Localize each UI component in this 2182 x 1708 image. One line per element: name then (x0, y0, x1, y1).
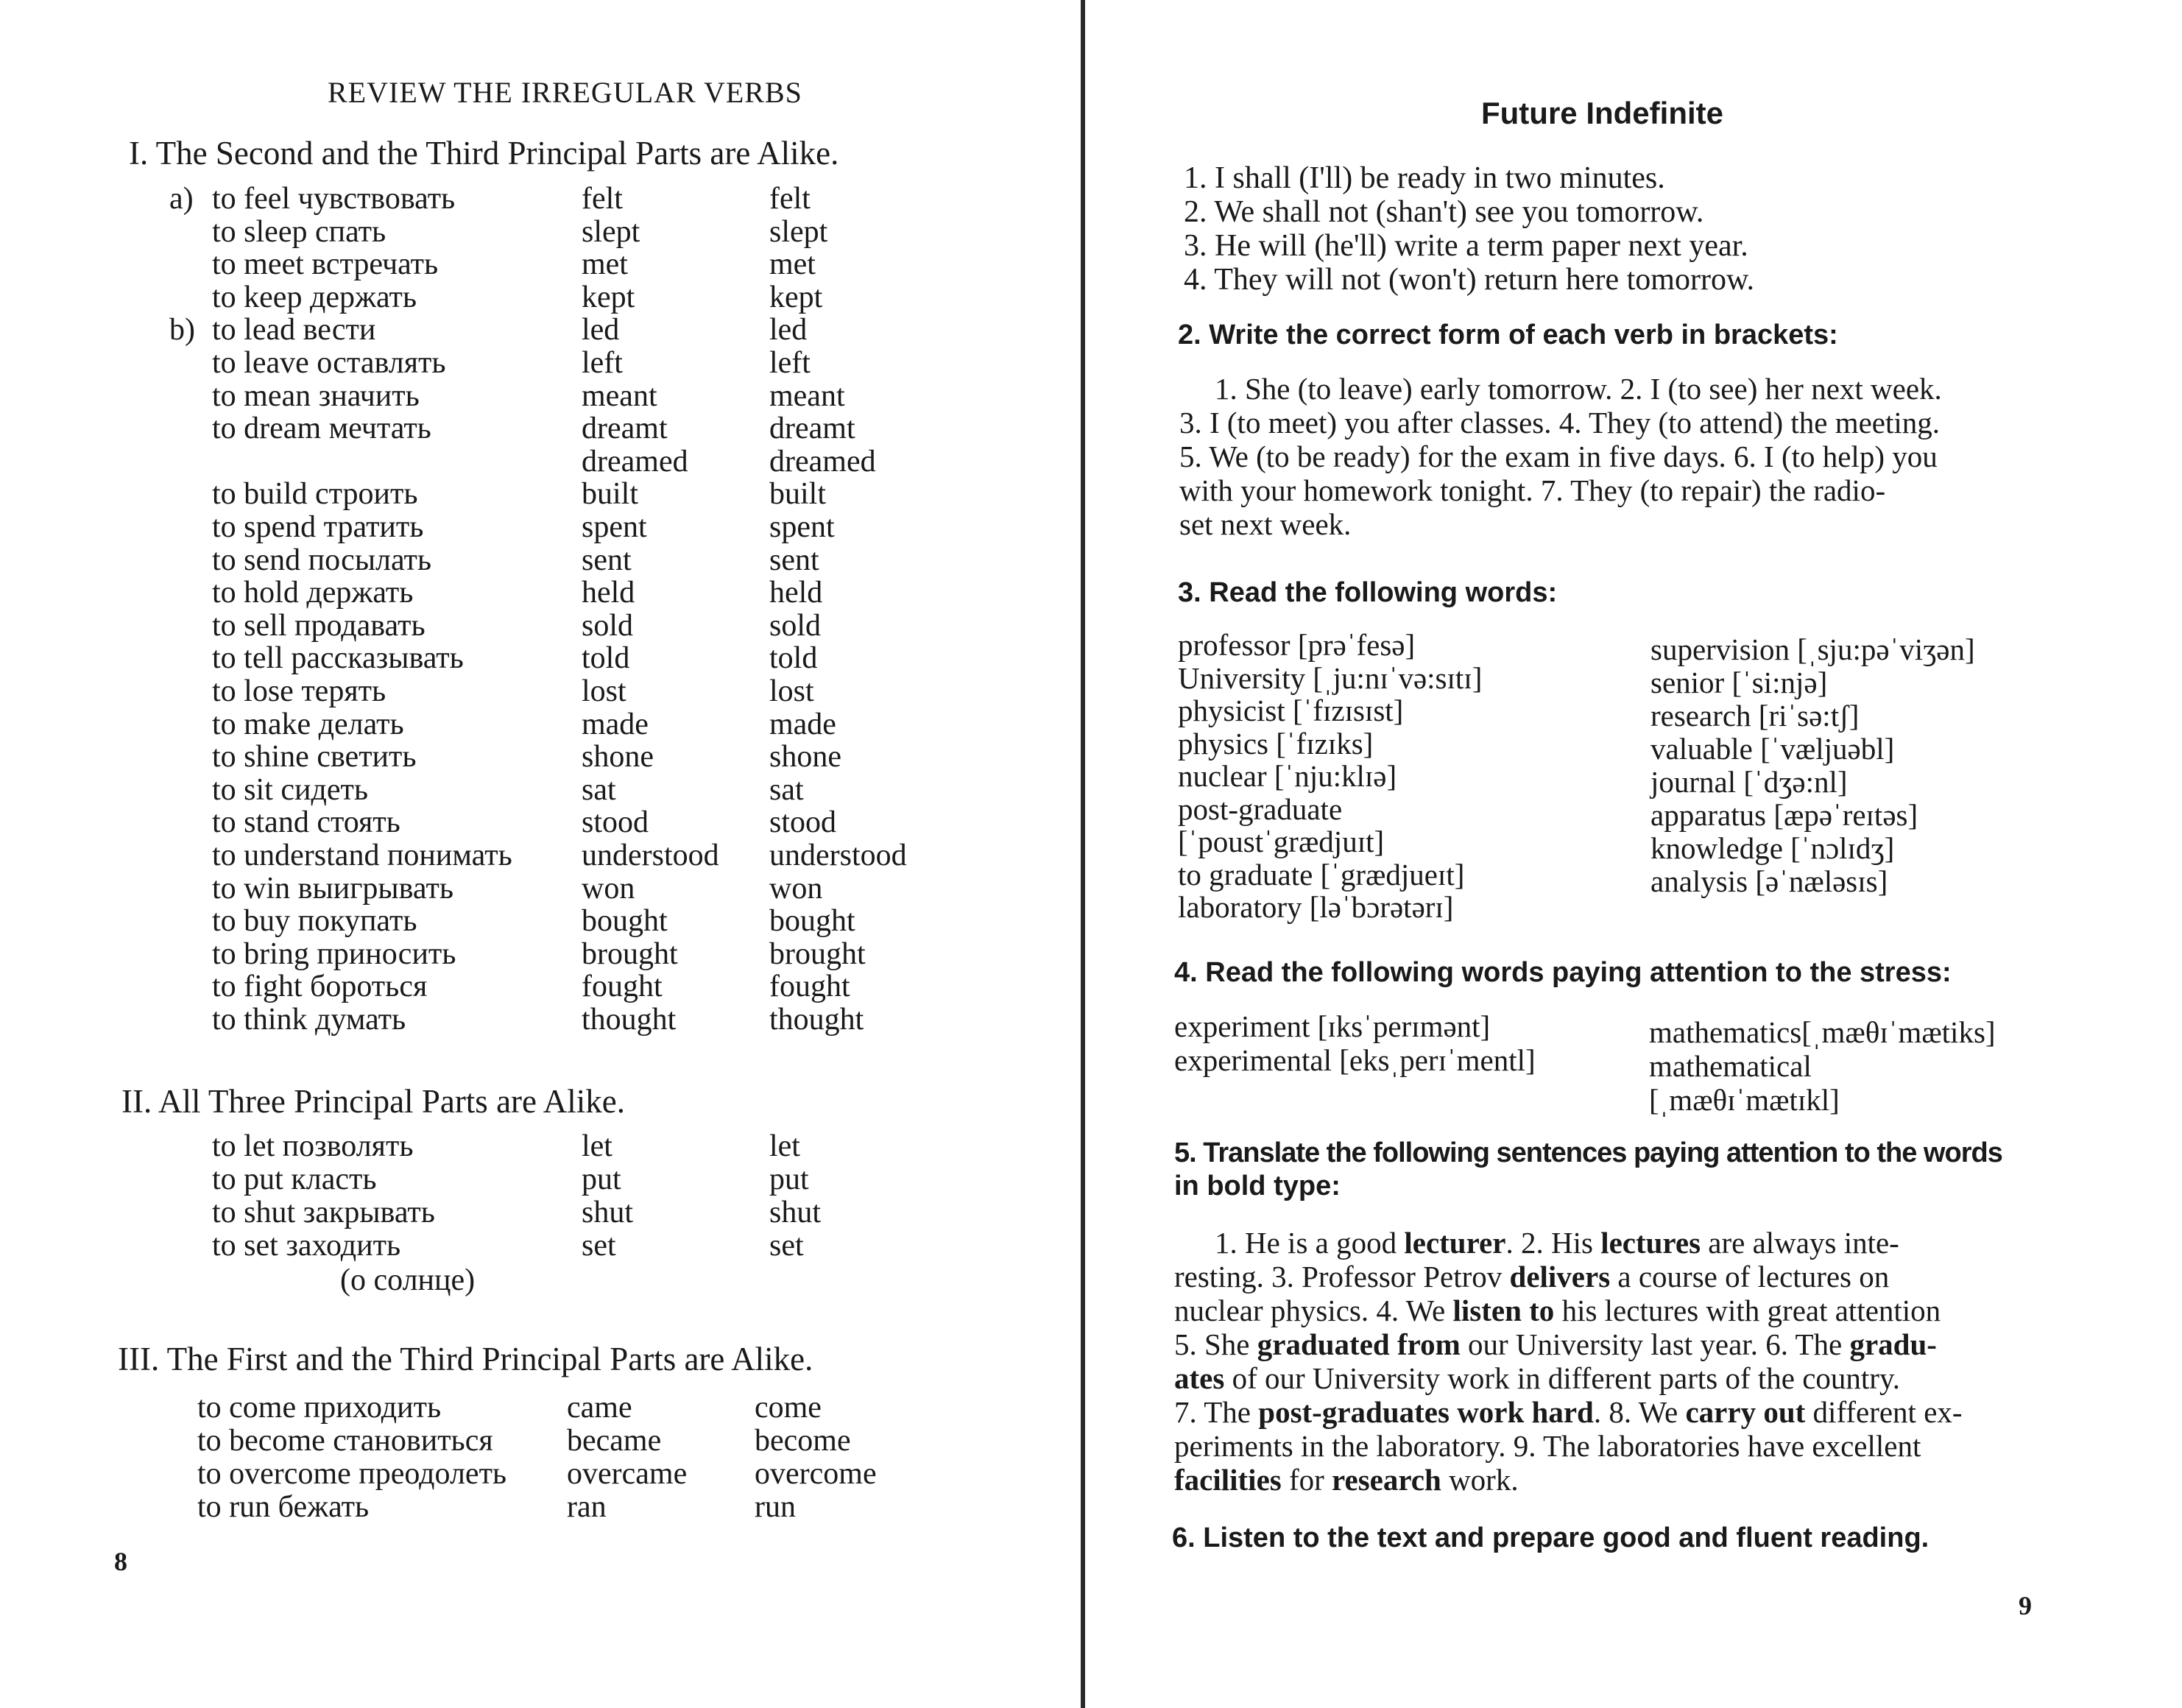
verb-row (0, 938, 1031, 970)
verb-row (0, 1425, 1016, 1457)
verb-row (0, 839, 1031, 872)
exercise-5-line: ates of our University work in different parts of the country. (1174, 1361, 1901, 1395)
verb-past: held (582, 576, 635, 610)
verb-infinitive: to buy покупать (212, 904, 417, 939)
vocabulary-word: mathematics[ˌmæθɪˈmætiks] (1649, 1015, 1996, 1049)
exercise-5-line: periments in the laboratory. 9. The laboratories have excellent (1174, 1429, 1921, 1463)
verb-participle: set (769, 1229, 804, 1263)
exercise-5-line: 7. The post-graduates work hard. 8. We carry out different ex- (1174, 1395, 1963, 1429)
verb-participle: dreamed (769, 444, 876, 479)
vocabulary-word: nuclear [ˈnju:klɪə] (1178, 759, 1397, 793)
vocabulary-word: knowledge [ˈnɔlɪdʒ] (1650, 831, 1895, 865)
verb-row (0, 1003, 1031, 1036)
verb-past: slept (582, 214, 640, 249)
verb-infinitive: to build строить (212, 477, 418, 512)
verb-participle: met (769, 247, 816, 282)
verb-past: ran (567, 1490, 607, 1524)
verb-participle: run (755, 1490, 796, 1524)
verb-infinitive: to overcome преодолеть (197, 1457, 507, 1491)
verb-infinitive: to let позволять (212, 1129, 414, 1163)
verb-infinitive: to become становиться (197, 1424, 493, 1458)
book-gutter (1081, 0, 1085, 1708)
verb-participle: held (769, 576, 823, 610)
verb-participle: felt (769, 182, 811, 216)
exercise-5-line: facilities for research work. (1174, 1463, 1519, 1497)
verb-past: brought (582, 936, 678, 971)
section-two-note: (о солнце) (340, 1263, 476, 1297)
verb-participle: led (769, 313, 808, 347)
verb-group-letter: a) (169, 182, 194, 216)
vocabulary-word: laboratory [ləˈbɔrətərɪ] (1178, 890, 1454, 924)
right-page (1090, 0, 2182, 1708)
verb-past: lost (582, 674, 626, 708)
verb-past: came (567, 1391, 632, 1425)
verb-participle: meant (769, 378, 845, 413)
verb-past: set (582, 1229, 616, 1263)
verb-row (0, 314, 1031, 346)
verb-participle: built (769, 477, 827, 512)
verb-participle: sold (769, 608, 822, 643)
exercise-2-line: set next week. (1179, 507, 1352, 541)
exercise-5-line: 1. He is a good lecturer. 2. His lectures are always inte- (1215, 1226, 1899, 1260)
verb-infinitive: to mean значить (212, 378, 420, 413)
verb-past: fought (582, 970, 663, 1004)
verb-row (0, 511, 1031, 543)
example-3: 3. He will (he'll) write a term paper next year. (1184, 229, 1748, 263)
verb-past: became (567, 1424, 662, 1458)
verb-row (0, 741, 1031, 773)
verb-past: sat (582, 772, 616, 807)
verb-row (0, 708, 1031, 741)
verb-row (0, 1229, 1031, 1262)
verb-infinitive: to run бежать (197, 1490, 370, 1524)
verb-infinitive: to win выигрывать (212, 871, 453, 906)
vocabulary-word: post-graduate (1178, 791, 1343, 826)
vocabulary-word: supervision [ˌsju:pəˈviʒən] (1650, 632, 1975, 666)
verb-past: made (582, 707, 649, 741)
verb-infinitive: to send посылать (212, 543, 432, 577)
verb-infinitive: to tell рассказывать (212, 641, 464, 676)
vocabulary-word: physics [ˈfɪzɪks] (1178, 726, 1374, 761)
vocabulary-word: research [riˈsə:tʃ] (1650, 699, 1860, 733)
vocabulary-word: valuable [ˈvæljuəbl] (1650, 732, 1895, 766)
verb-row (0, 905, 1031, 937)
verb-participle: made (769, 707, 836, 741)
verb-row (0, 412, 1031, 445)
verb-row (0, 1391, 1016, 1424)
verb-row (0, 478, 1031, 510)
verb-infinitive: to keep держать (212, 280, 417, 314)
verb-row (0, 642, 1031, 674)
exercise-5-line: 5. She graduated from our University last year. 6. The gradu- (1174, 1327, 1937, 1361)
verb-infinitive: to put класть (212, 1162, 377, 1196)
verb-row (0, 1163, 1031, 1196)
verb-infinitive: to hold держать (212, 576, 414, 610)
verb-row (0, 576, 1031, 609)
verb-past: told (582, 641, 630, 676)
verb-row (0, 1196, 1031, 1229)
exercise-2-line: with your homework tonight. 7. They (to repair) the radio- (1179, 473, 1886, 507)
verb-past: kept (582, 280, 635, 314)
exercise-3-heading: 3. Read the following words: (1178, 577, 1558, 608)
section-two-title: II. All Three Principal Parts are Alike. (121, 1083, 625, 1120)
verb-past: put (582, 1162, 621, 1196)
verb-infinitive: to come приходить (197, 1391, 442, 1425)
vocabulary-word: physicist [ˈfɪzɪsɪst] (1178, 694, 1404, 727)
exercise-5-text (1174, 1226, 2116, 1497)
verb-participle: put (769, 1162, 809, 1196)
verb-row (0, 445, 1031, 478)
exercise-6-heading: 6. Listen to the text and prepare good and fluent reading. (1172, 1522, 1929, 1553)
verb-past: won (582, 871, 635, 906)
verb-infinitive: to sell продавать (212, 608, 426, 643)
vocabulary-word: to graduate [ˈgrædjueɪt] (1178, 857, 1465, 892)
verb-participle: dreamt (769, 412, 855, 446)
vocabulary-word: journal [ˈdʒə:nl] (1650, 765, 1848, 799)
example-4: 4. They will not (won't) return here tomorrow. (1184, 263, 1755, 297)
verb-infinitive: to lose терять (212, 674, 386, 708)
verb-past: shut (582, 1196, 634, 1229)
section-three-title: III. The First and the Third Principal Parts are Alike. (118, 1341, 813, 1377)
verb-participle: let (769, 1129, 800, 1163)
vocabulary-word: apparatus [æpəˈreɪtəs] (1650, 798, 1918, 832)
vocabulary-word: analysis [əˈnæləsɪs] (1650, 864, 1888, 898)
verb-past: thought (582, 1003, 677, 1037)
verb-infinitive: to think думать (212, 1003, 406, 1037)
vocabulary-word: professor [prəˈfesə] (1178, 628, 1416, 662)
page-number-left: 8 (114, 1547, 127, 1576)
example-2: 2. We shall not (shan't) see you tomorrow. (1184, 195, 1704, 229)
page-number-right: 9 (2019, 1591, 2032, 1620)
verb-past: spent (582, 510, 647, 544)
verb-infinitive: to spend тратить (212, 510, 424, 544)
verb-group-letter: b) (169, 313, 195, 347)
verb-infinitive: to feel чувствовать (212, 182, 456, 216)
verb-participle: won (769, 871, 823, 906)
verb-row (0, 970, 1031, 1003)
verb-infinitive: to shine светить (212, 740, 417, 774)
verb-row (0, 544, 1031, 576)
vocabulary-word: experiment [ɪksˈperɪmənt] (1174, 1009, 1491, 1043)
verb-past: dreamt (582, 412, 668, 446)
verb-infinitive: to leave оставлять (212, 346, 446, 380)
verb-past: sold (582, 608, 634, 643)
exercise-5-line: nuclear physics. 4. We listen to his lectures with great attention (1174, 1294, 1941, 1327)
verb-past: built (582, 477, 639, 512)
verb-participle: slept (769, 214, 828, 249)
verb-participle: bought (769, 904, 855, 939)
verb-row (0, 675, 1031, 707)
verb-row (0, 216, 1031, 248)
verb-row (0, 248, 1031, 280)
page-header: REVIEW THE IRREGULAR VERBS (328, 76, 802, 109)
verb-participle: become (755, 1424, 851, 1458)
verb-infinitive: to dream мечтать (212, 412, 431, 446)
verb-infinitive: to lead вести (212, 313, 376, 347)
exercise-2-line: 1. She (to leave) early tomorrow. 2. I (to see) her next week. (1215, 372, 1942, 406)
vocabulary-word: mathematical (1649, 1049, 1812, 1083)
verb-participle: come (755, 1391, 822, 1425)
verb-row (0, 347, 1031, 379)
verb-participle: shone (769, 740, 841, 774)
verb-past: felt (582, 182, 623, 216)
verb-row (0, 281, 1031, 314)
verb-participle: sat (769, 772, 804, 807)
verb-infinitive: to make делать (212, 707, 404, 741)
exercise-5-heading-line2: in bold type: (1174, 1171, 1341, 1201)
verb-past: shone (582, 740, 654, 774)
verb-past: dreamed (582, 444, 688, 479)
verb-participle: brought (769, 936, 866, 971)
verb-infinitive: to shut закрывать (212, 1196, 435, 1229)
verb-infinitive: to sit сидеть (212, 772, 368, 807)
verb-infinitive: to understand понимать (212, 839, 512, 872)
verb-participle: understood (769, 839, 907, 872)
example-1: 1. I shall (I'll) be ready in two minutes. (1184, 161, 1665, 195)
verb-participle: lost (769, 674, 814, 708)
exercise-2-heading: 2. Write the correct form of each verb in brackets: (1178, 320, 1838, 350)
verb-past: let (582, 1129, 612, 1163)
verb-infinitive: to fight бороться (212, 970, 428, 1004)
verb-row (0, 872, 1031, 905)
verb-infinitive: to meet встречать (212, 247, 439, 282)
exercise-5-line: resting. 3. Professor Petrov delivers a course of lectures on (1174, 1260, 1890, 1294)
verb-participle: shut (769, 1196, 822, 1229)
verb-row (0, 380, 1031, 412)
verb-row (0, 1130, 1031, 1162)
vocabulary-word: senior [ˈsi:njə] (1650, 666, 1828, 699)
verb-infinitive: to bring приносить (212, 936, 456, 971)
vocabulary-word: University [ˌju:nɪˈvə:sɪtɪ] (1178, 660, 1483, 695)
verb-participle: thought (769, 1003, 864, 1037)
verb-infinitive: to set заходить (212, 1229, 401, 1263)
vocabulary-word: [ˌmæθɪˈmætɪkl] (1649, 1083, 1840, 1117)
left-page (0, 0, 1075, 1708)
verb-past: sent (582, 543, 632, 577)
verb-row (0, 774, 1031, 806)
verb-participle: fought (769, 970, 850, 1004)
grammar-title: Future Indefinite (1481, 96, 1723, 130)
verb-participle: left (769, 346, 811, 380)
verb-participle: kept (769, 280, 823, 314)
vocabulary-word: [ˈpoustˈgrædjuɪt] (1178, 825, 1385, 858)
exercise-4-heading: 4. Read the following words paying attention to the stress: (1174, 957, 1952, 988)
verb-infinitive: to stand стоять (212, 805, 400, 840)
verb-row (0, 183, 1031, 215)
verb-participle: told (769, 641, 818, 676)
verb-infinitive: to sleep спать (212, 214, 386, 249)
verb-participle: stood (769, 805, 837, 840)
exercise-2-line: 3. I (to meet) you after classes. 4. They (to attend) the meeting. (1179, 406, 1941, 440)
verb-row (0, 806, 1031, 839)
vocabulary-word: experimental [eksˌperɪˈmentl] (1174, 1043, 1536, 1077)
section-one-title: I. The Second and the Third Principal Parts are Alike. (129, 135, 839, 172)
verb-past: overcame (567, 1457, 688, 1491)
verb-row (0, 1458, 1016, 1490)
verb-past: understood (582, 839, 719, 872)
exercise-5-heading-line1: 5. Translate the following sentences paying attention to the words (1174, 1137, 2002, 1168)
exercise-2-line: 5. We (to be ready) for the exam in five days. 6. I (to help) you (1179, 440, 1938, 473)
verb-participle: overcome (755, 1457, 877, 1491)
verb-participle: sent (769, 543, 819, 577)
verb-past: meant (582, 378, 657, 413)
verb-row (0, 1491, 1016, 1523)
verb-past: led (582, 313, 620, 347)
verb-past: bought (582, 904, 668, 939)
verb-row (0, 610, 1031, 642)
verb-past: stood (582, 805, 649, 840)
verb-past: left (582, 346, 623, 380)
exercise-2-text (1179, 372, 2114, 541)
verb-participle: spent (769, 510, 835, 544)
verb-past: met (582, 247, 628, 282)
